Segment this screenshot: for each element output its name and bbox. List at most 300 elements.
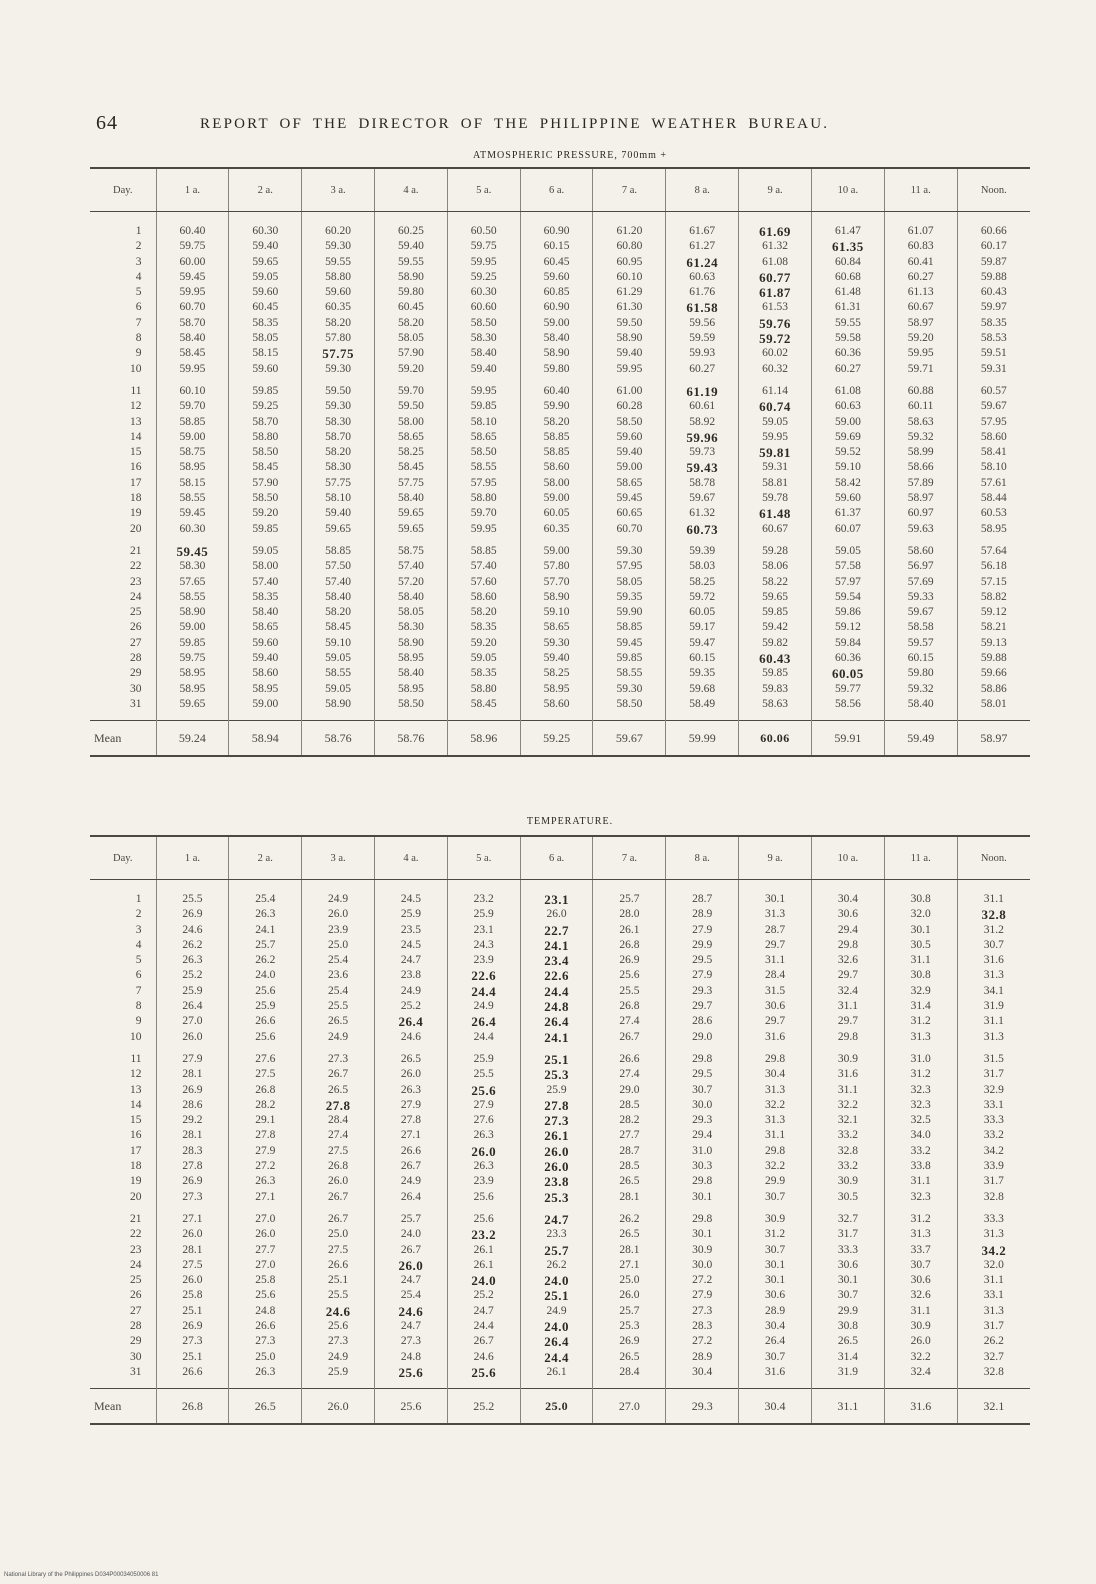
value-cell: 32.3 xyxy=(884,1098,957,1113)
value-cell: 27.0 xyxy=(156,1014,229,1029)
value-cell: 59.52 xyxy=(811,445,884,460)
day-cell: 6 xyxy=(135,301,142,314)
value-cell: 29.3 xyxy=(666,984,739,999)
value-cell: 60.20 xyxy=(302,212,375,240)
value-cell: 59.95 xyxy=(447,377,520,399)
value-cell: 23.9 xyxy=(447,953,520,968)
value-cell: 58.50 xyxy=(593,415,666,430)
value-cell: 61.58 xyxy=(666,300,739,315)
value-cell: 61.29 xyxy=(593,285,666,300)
value-cell: 26.5 xyxy=(593,1350,666,1365)
value-cell: 61.48 xyxy=(811,285,884,300)
column-header-hour: 6 a. xyxy=(520,168,593,212)
value-cell: 58.40 xyxy=(884,697,957,721)
column-header-hour: 7 a. xyxy=(593,168,666,212)
table-row xyxy=(90,1243,1030,1258)
day-cell: 29 xyxy=(130,1335,142,1348)
value-cell: 59.87 xyxy=(957,255,1030,270)
table-row xyxy=(90,522,1030,537)
value-cell: 58.90 xyxy=(302,697,375,721)
value-cell: 34.0 xyxy=(884,1128,957,1143)
table-row xyxy=(90,1144,1030,1159)
value-cell: 58.20 xyxy=(302,605,375,620)
value-cell: 59.67 xyxy=(957,399,1030,414)
value-cell: 58.40 xyxy=(375,590,448,605)
value-cell: 59.50 xyxy=(593,316,666,331)
value-cell: 59.83 xyxy=(739,682,812,697)
value-cell: 59.25 xyxy=(447,270,520,285)
table-row xyxy=(90,620,1030,635)
value-cell: 29.8 xyxy=(811,1030,884,1045)
value-cell: 23.1 xyxy=(520,880,593,908)
value-cell: 61.14 xyxy=(739,377,812,399)
value-cell: 30.1 xyxy=(666,1227,739,1242)
value-cell: 24.4 xyxy=(520,984,593,999)
column-header-hour: 1 a. xyxy=(156,836,229,880)
value-cell: 26.7 xyxy=(302,1067,375,1082)
value-cell: 57.95 xyxy=(593,559,666,574)
value-cell: 26.6 xyxy=(593,1045,666,1067)
value-cell: 60.28 xyxy=(593,399,666,414)
day-cell: 15 xyxy=(130,446,142,459)
day-cell: 20 xyxy=(130,1190,142,1203)
value-cell: 31.2 xyxy=(884,1067,957,1082)
value-cell: 28.7 xyxy=(666,880,739,908)
value-cell: 29.1 xyxy=(229,1113,302,1128)
value-cell: 33.2 xyxy=(957,1128,1030,1143)
value-cell: 61.19 xyxy=(666,377,739,399)
value-cell: 22.6 xyxy=(447,968,520,983)
value-cell: 29.3 xyxy=(666,1113,739,1128)
value-cell: 59.28 xyxy=(739,537,812,559)
table-row xyxy=(90,270,1030,285)
value-cell: 28.4 xyxy=(739,968,812,983)
value-cell: 30.9 xyxy=(666,1243,739,1258)
value-cell: 30.0 xyxy=(666,1258,739,1273)
table-row xyxy=(90,445,1030,460)
value-cell: 60.60 xyxy=(447,300,520,315)
day-cell: 31 xyxy=(130,1365,142,1378)
value-cell: 59.05 xyxy=(739,415,812,430)
value-cell: 58.35 xyxy=(229,316,302,331)
table-row xyxy=(90,1045,1030,1067)
value-cell: 32.4 xyxy=(884,1365,957,1389)
value-cell: 24.0 xyxy=(229,968,302,983)
value-cell: 59.45 xyxy=(593,491,666,506)
value-cell: 59.80 xyxy=(884,666,957,681)
table-row xyxy=(90,430,1030,445)
value-cell: 24.9 xyxy=(302,1350,375,1365)
column-header-hour: 1 a. xyxy=(156,168,229,212)
value-cell: 59.86 xyxy=(811,605,884,620)
value-cell: 59.66 xyxy=(957,666,1030,681)
value-cell: 58.40 xyxy=(229,605,302,620)
day-cell: 13 xyxy=(130,1083,142,1096)
value-cell: 59.95 xyxy=(593,362,666,377)
table-row xyxy=(90,1098,1030,1113)
value-cell: 60.30 xyxy=(229,212,302,240)
value-cell: 33.2 xyxy=(811,1128,884,1143)
value-cell: 59.12 xyxy=(957,605,1030,620)
value-cell: 59.81 xyxy=(739,445,812,460)
value-cell: 59.63 xyxy=(884,522,957,537)
value-cell: 58.80 xyxy=(447,682,520,697)
value-cell: 59.56 xyxy=(666,316,739,331)
column-header-hour: 11 a. xyxy=(884,836,957,880)
value-cell: 58.95 xyxy=(375,682,448,697)
value-cell: 26.6 xyxy=(302,1258,375,1273)
value-cell: 58.58 xyxy=(884,620,957,635)
value-cell: 31.0 xyxy=(884,1045,957,1067)
value-cell: 59.59 xyxy=(666,331,739,346)
value-cell: 59.05 xyxy=(229,270,302,285)
value-cell: 60.40 xyxy=(156,212,229,240)
value-cell: 27.1 xyxy=(229,1190,302,1205)
value-cell: 26.7 xyxy=(447,1334,520,1349)
value-cell: 58.80 xyxy=(447,491,520,506)
value-cell: 28.1 xyxy=(593,1243,666,1258)
value-cell: 27.2 xyxy=(666,1273,739,1288)
value-cell: 58.60 xyxy=(229,666,302,681)
value-cell: 58.22 xyxy=(739,575,812,590)
value-cell: 31.1 xyxy=(957,880,1030,908)
table-row xyxy=(90,605,1030,620)
value-cell: 60.45 xyxy=(520,255,593,270)
value-cell: 31.5 xyxy=(739,984,812,999)
value-cell: 58.35 xyxy=(447,620,520,635)
value-cell: 26.0 xyxy=(302,907,375,922)
value-cell: 28.9 xyxy=(666,1350,739,1365)
value-cell: 26.7 xyxy=(375,1159,448,1174)
value-cell: 58.90 xyxy=(156,605,229,620)
mean-value-cell: 60.06 xyxy=(739,721,812,757)
value-cell: 33.8 xyxy=(884,1159,957,1174)
value-cell: 59.71 xyxy=(884,362,957,377)
value-cell: 32.9 xyxy=(884,984,957,999)
value-cell: 27.9 xyxy=(666,968,739,983)
pressure-table xyxy=(90,167,1030,757)
value-cell: 27.2 xyxy=(229,1159,302,1174)
value-cell: 58.00 xyxy=(520,476,593,491)
table-row xyxy=(90,953,1030,968)
value-cell: 26.6 xyxy=(229,1014,302,1029)
column-header-hour: 6 a. xyxy=(520,836,593,880)
value-cell: 25.2 xyxy=(375,999,448,1014)
table-row xyxy=(90,1128,1030,1143)
value-cell: 60.00 xyxy=(156,255,229,270)
value-cell: 27.3 xyxy=(302,1334,375,1349)
column-header-hour: 5 a. xyxy=(447,168,520,212)
value-cell: 59.96 xyxy=(666,430,739,445)
value-cell: 58.45 xyxy=(302,620,375,635)
value-cell: 59.95 xyxy=(156,285,229,300)
value-cell: 29.8 xyxy=(739,1144,812,1159)
value-cell: 31.7 xyxy=(957,1067,1030,1082)
value-cell: 29.9 xyxy=(811,1304,884,1319)
mean-value-cell: 59.67 xyxy=(593,721,666,757)
value-cell: 58.75 xyxy=(375,537,448,559)
value-cell: 59.32 xyxy=(884,430,957,445)
value-cell: 59.76 xyxy=(739,316,812,331)
value-cell: 24.7 xyxy=(375,1273,448,1288)
value-cell: 24.9 xyxy=(302,1030,375,1045)
value-cell: 27.9 xyxy=(375,1098,448,1113)
running-title: REPORT OF THE DIRECTOR OF THE PHILIPPINE WEATHER BUREAU. xyxy=(200,116,830,132)
value-cell: 26.9 xyxy=(156,907,229,922)
value-cell: 59.95 xyxy=(739,430,812,445)
value-cell: 25.6 xyxy=(302,1319,375,1334)
value-cell: 59.47 xyxy=(666,636,739,651)
value-cell: 28.7 xyxy=(593,1144,666,1159)
value-cell: 59.70 xyxy=(156,399,229,414)
value-cell: 30.1 xyxy=(739,880,812,908)
value-cell: 60.36 xyxy=(811,346,884,361)
value-cell: 61.53 xyxy=(739,300,812,315)
value-cell: 57.64 xyxy=(957,537,1030,559)
value-cell: 31.1 xyxy=(739,953,812,968)
value-cell: 27.6 xyxy=(229,1045,302,1067)
value-cell: 31.3 xyxy=(957,1227,1030,1242)
value-cell: 59.72 xyxy=(739,331,812,346)
value-cell: 59.40 xyxy=(229,651,302,666)
value-cell: 58.40 xyxy=(375,491,448,506)
day-cell: 2 xyxy=(135,908,142,921)
value-cell: 58.20 xyxy=(375,316,448,331)
value-cell: 26.0 xyxy=(229,1227,302,1242)
value-cell: 29.7 xyxy=(739,1014,812,1029)
value-cell: 24.9 xyxy=(302,880,375,908)
value-cell: 31.6 xyxy=(957,953,1030,968)
value-cell: 61.48 xyxy=(739,506,812,521)
value-cell: 23.3 xyxy=(520,1227,593,1242)
value-cell: 29.8 xyxy=(666,1045,739,1067)
value-cell: 27.3 xyxy=(156,1190,229,1205)
value-cell: 24.5 xyxy=(375,938,448,953)
table-row xyxy=(90,697,1030,721)
value-cell: 24.1 xyxy=(520,938,593,953)
value-cell: 28.6 xyxy=(156,1098,229,1113)
value-cell: 60.63 xyxy=(666,270,739,285)
value-cell: 58.05 xyxy=(375,605,448,620)
value-cell: 58.41 xyxy=(957,445,1030,460)
value-cell: 60.85 xyxy=(520,285,593,300)
value-cell: 58.20 xyxy=(302,445,375,460)
day-cell: 6 xyxy=(135,969,142,982)
value-cell: 59.35 xyxy=(666,666,739,681)
table-row xyxy=(90,316,1030,331)
value-cell: 25.9 xyxy=(520,1083,593,1098)
value-cell: 57.40 xyxy=(302,575,375,590)
value-cell: 30.9 xyxy=(884,1319,957,1334)
value-cell: 30.7 xyxy=(739,1350,812,1365)
value-cell: 25.3 xyxy=(593,1319,666,1334)
day-cell: 20 xyxy=(130,522,142,535)
value-cell: 58.40 xyxy=(375,666,448,681)
value-cell: 58.35 xyxy=(447,666,520,681)
value-cell: 30.3 xyxy=(666,1159,739,1174)
value-cell: 58.65 xyxy=(375,430,448,445)
column-header-day: Day. xyxy=(90,836,156,880)
value-cell: 59.75 xyxy=(156,239,229,254)
value-cell: 26.8 xyxy=(593,938,666,953)
value-cell: 27.8 xyxy=(302,1098,375,1113)
value-cell: 29.8 xyxy=(811,938,884,953)
value-cell: 57.97 xyxy=(811,575,884,590)
value-cell: 59.10 xyxy=(520,605,593,620)
value-cell: 27.4 xyxy=(593,1014,666,1029)
value-cell: 30.7 xyxy=(957,938,1030,953)
value-cell: 28.3 xyxy=(666,1319,739,1334)
day-cell: 24 xyxy=(130,1258,142,1271)
value-cell: 59.70 xyxy=(447,506,520,521)
value-cell: 57.95 xyxy=(957,415,1030,430)
value-cell: 31.3 xyxy=(884,1227,957,1242)
value-cell: 60.50 xyxy=(447,212,520,240)
value-cell: 30.7 xyxy=(739,1190,812,1205)
value-cell: 61.76 xyxy=(666,285,739,300)
value-cell: 58.50 xyxy=(593,697,666,721)
value-cell: 59.00 xyxy=(520,491,593,506)
value-cell: 59.88 xyxy=(957,651,1030,666)
day-cell: 26 xyxy=(130,621,142,634)
value-cell: 31.2 xyxy=(884,1014,957,1029)
value-cell: 26.3 xyxy=(375,1083,448,1098)
value-cell: 57.61 xyxy=(957,476,1030,491)
value-cell: 24.9 xyxy=(375,1174,448,1189)
value-cell: 25.6 xyxy=(447,1365,520,1389)
value-cell: 59.60 xyxy=(302,285,375,300)
table-row xyxy=(90,300,1030,315)
value-cell: 25.4 xyxy=(302,953,375,968)
value-cell: 27.8 xyxy=(520,1098,593,1113)
value-cell: 27.1 xyxy=(593,1258,666,1273)
table-row xyxy=(90,1350,1030,1365)
value-cell: 32.9 xyxy=(957,1083,1030,1098)
value-cell: 59.05 xyxy=(447,651,520,666)
value-cell: 57.40 xyxy=(447,559,520,574)
value-cell: 60.15 xyxy=(884,651,957,666)
value-cell: 57.58 xyxy=(811,559,884,574)
value-cell: 58.06 xyxy=(739,559,812,574)
value-cell: 58.65 xyxy=(229,620,302,635)
value-cell: 58.40 xyxy=(520,331,593,346)
day-cell: 24 xyxy=(130,590,142,603)
value-cell: 60.90 xyxy=(520,212,593,240)
value-cell: 59.40 xyxy=(447,362,520,377)
value-cell: 58.45 xyxy=(447,697,520,721)
value-cell: 59.80 xyxy=(520,362,593,377)
value-cell: 59.67 xyxy=(666,491,739,506)
value-cell: 25.5 xyxy=(156,880,229,908)
day-cell: 16 xyxy=(130,1129,142,1142)
day-cell: 12 xyxy=(130,1068,142,1081)
value-cell: 25.2 xyxy=(156,968,229,983)
day-cell: 10 xyxy=(130,362,142,375)
value-cell: 59.60 xyxy=(520,270,593,285)
value-cell: 26.3 xyxy=(229,907,302,922)
value-cell: 32.8 xyxy=(957,907,1030,922)
value-cell: 30.8 xyxy=(884,880,957,908)
day-cell: 21 xyxy=(130,544,142,557)
value-cell: 58.90 xyxy=(375,270,448,285)
value-cell: 58.70 xyxy=(302,430,375,445)
day-cell: 26 xyxy=(130,1289,142,1302)
value-cell: 60.45 xyxy=(375,300,448,315)
value-cell: 24.8 xyxy=(520,999,593,1014)
value-cell: 26.8 xyxy=(302,1159,375,1174)
value-cell: 32.4 xyxy=(811,984,884,999)
value-cell: 59.69 xyxy=(811,430,884,445)
table-row xyxy=(90,1113,1030,1128)
table-row xyxy=(90,346,1030,361)
value-cell: 27.5 xyxy=(302,1243,375,1258)
value-cell: 58.95 xyxy=(375,651,448,666)
value-cell: 22.7 xyxy=(520,923,593,938)
value-cell: 58.50 xyxy=(229,445,302,460)
value-cell: 25.7 xyxy=(593,880,666,908)
mean-label: Mean xyxy=(90,721,156,757)
value-cell: 33.3 xyxy=(811,1243,884,1258)
value-cell: 24.9 xyxy=(447,999,520,1014)
table-row xyxy=(90,377,1030,399)
value-cell: 59.00 xyxy=(156,430,229,445)
value-cell: 31.6 xyxy=(811,1067,884,1082)
value-cell: 57.50 xyxy=(302,559,375,574)
value-cell: 58.85 xyxy=(520,430,593,445)
value-cell: 25.5 xyxy=(447,1067,520,1082)
column-header-hour: 10 a. xyxy=(811,836,884,880)
column-header-hour: 5 a. xyxy=(447,836,520,880)
value-cell: 32.2 xyxy=(811,1098,884,1113)
value-cell: 31.9 xyxy=(957,999,1030,1014)
value-cell: 26.1 xyxy=(520,1128,593,1143)
value-cell: 58.86 xyxy=(957,682,1030,697)
value-cell: 30.9 xyxy=(811,1045,884,1067)
value-cell: 25.9 xyxy=(375,907,448,922)
value-cell: 26.5 xyxy=(302,1014,375,1029)
value-cell: 60.27 xyxy=(884,270,957,285)
value-cell: 58.10 xyxy=(447,415,520,430)
day-cell: 4 xyxy=(135,270,142,283)
value-cell: 25.9 xyxy=(447,907,520,922)
value-cell: 59.85 xyxy=(593,651,666,666)
value-cell: 31.9 xyxy=(811,1365,884,1389)
value-cell: 30.6 xyxy=(884,1273,957,1288)
value-cell: 59.55 xyxy=(302,255,375,270)
value-cell: 61.67 xyxy=(666,212,739,240)
value-cell: 26.6 xyxy=(375,1144,448,1159)
value-cell: 33.1 xyxy=(957,1098,1030,1113)
column-header-hour: 2 a. xyxy=(229,836,302,880)
value-cell: 26.7 xyxy=(302,1190,375,1205)
value-cell: 58.05 xyxy=(593,575,666,590)
value-cell: 32.2 xyxy=(739,1159,812,1174)
value-cell: 60.53 xyxy=(957,506,1030,521)
value-cell: 28.6 xyxy=(666,1014,739,1029)
mean-value-cell: 59.24 xyxy=(156,721,229,757)
value-cell: 58.25 xyxy=(520,666,593,681)
table-row xyxy=(90,559,1030,574)
value-cell: 30.5 xyxy=(884,938,957,953)
value-cell: 58.00 xyxy=(229,559,302,574)
value-cell: 59.75 xyxy=(156,651,229,666)
value-cell: 31.1 xyxy=(884,953,957,968)
value-cell: 58.40 xyxy=(447,346,520,361)
column-header-hour: 4 a. xyxy=(375,836,448,880)
value-cell: 60.84 xyxy=(811,255,884,270)
value-cell: 58.50 xyxy=(229,491,302,506)
day-cell: 27 xyxy=(130,636,142,649)
